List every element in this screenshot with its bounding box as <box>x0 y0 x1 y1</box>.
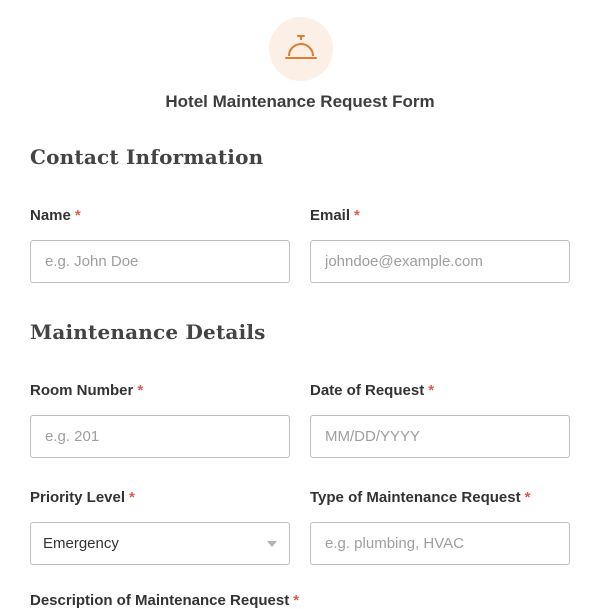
priority-level-select[interactable] <box>30 522 290 565</box>
description-label <box>30 592 299 609</box>
date-of-request-label-text: Date of Request <box>310 382 425 399</box>
required-marker: * <box>428 382 435 399</box>
logo-badge <box>269 17 333 81</box>
room-number-input[interactable] <box>30 415 290 458</box>
email-label-text: Email <box>310 207 351 224</box>
room-number-label-text: Room Number <box>30 382 134 399</box>
section-title-maintenance: Maintenance Details <box>30 320 266 344</box>
maintenance-type-label-text: Type of Maintenance Request <box>310 489 521 506</box>
required-marker: * <box>129 489 135 506</box>
required-marker: * <box>354 207 360 224</box>
email-label <box>310 207 360 224</box>
form-title: Hotel Maintenance Request Form <box>165 92 435 111</box>
required-marker: * <box>74 207 81 224</box>
date-of-request-input[interactable] <box>310 415 570 458</box>
maintenance-type-label <box>310 489 530 506</box>
priority-level-label-text: Priority Level <box>30 489 126 506</box>
room-number-label <box>30 382 143 399</box>
required-marker: * <box>293 592 300 609</box>
name-input[interactable] <box>30 240 290 283</box>
priority-level-value: Emergency <box>43 535 119 552</box>
name-label-text: Name <box>30 207 71 224</box>
required-marker: * <box>524 489 531 506</box>
maintenance-type-input[interactable] <box>310 522 570 565</box>
service-bell-icon <box>283 31 319 67</box>
name-label <box>30 207 81 224</box>
description-label-text: Description of Maintenance Request <box>30 592 290 609</box>
email-input[interactable] <box>310 240 570 283</box>
date-of-request-label <box>310 382 434 399</box>
chevron-down-icon <box>267 541 277 547</box>
section-title-contact: Contact Information <box>30 145 264 169</box>
priority-level-label <box>30 489 135 506</box>
required-marker: * <box>137 382 144 399</box>
